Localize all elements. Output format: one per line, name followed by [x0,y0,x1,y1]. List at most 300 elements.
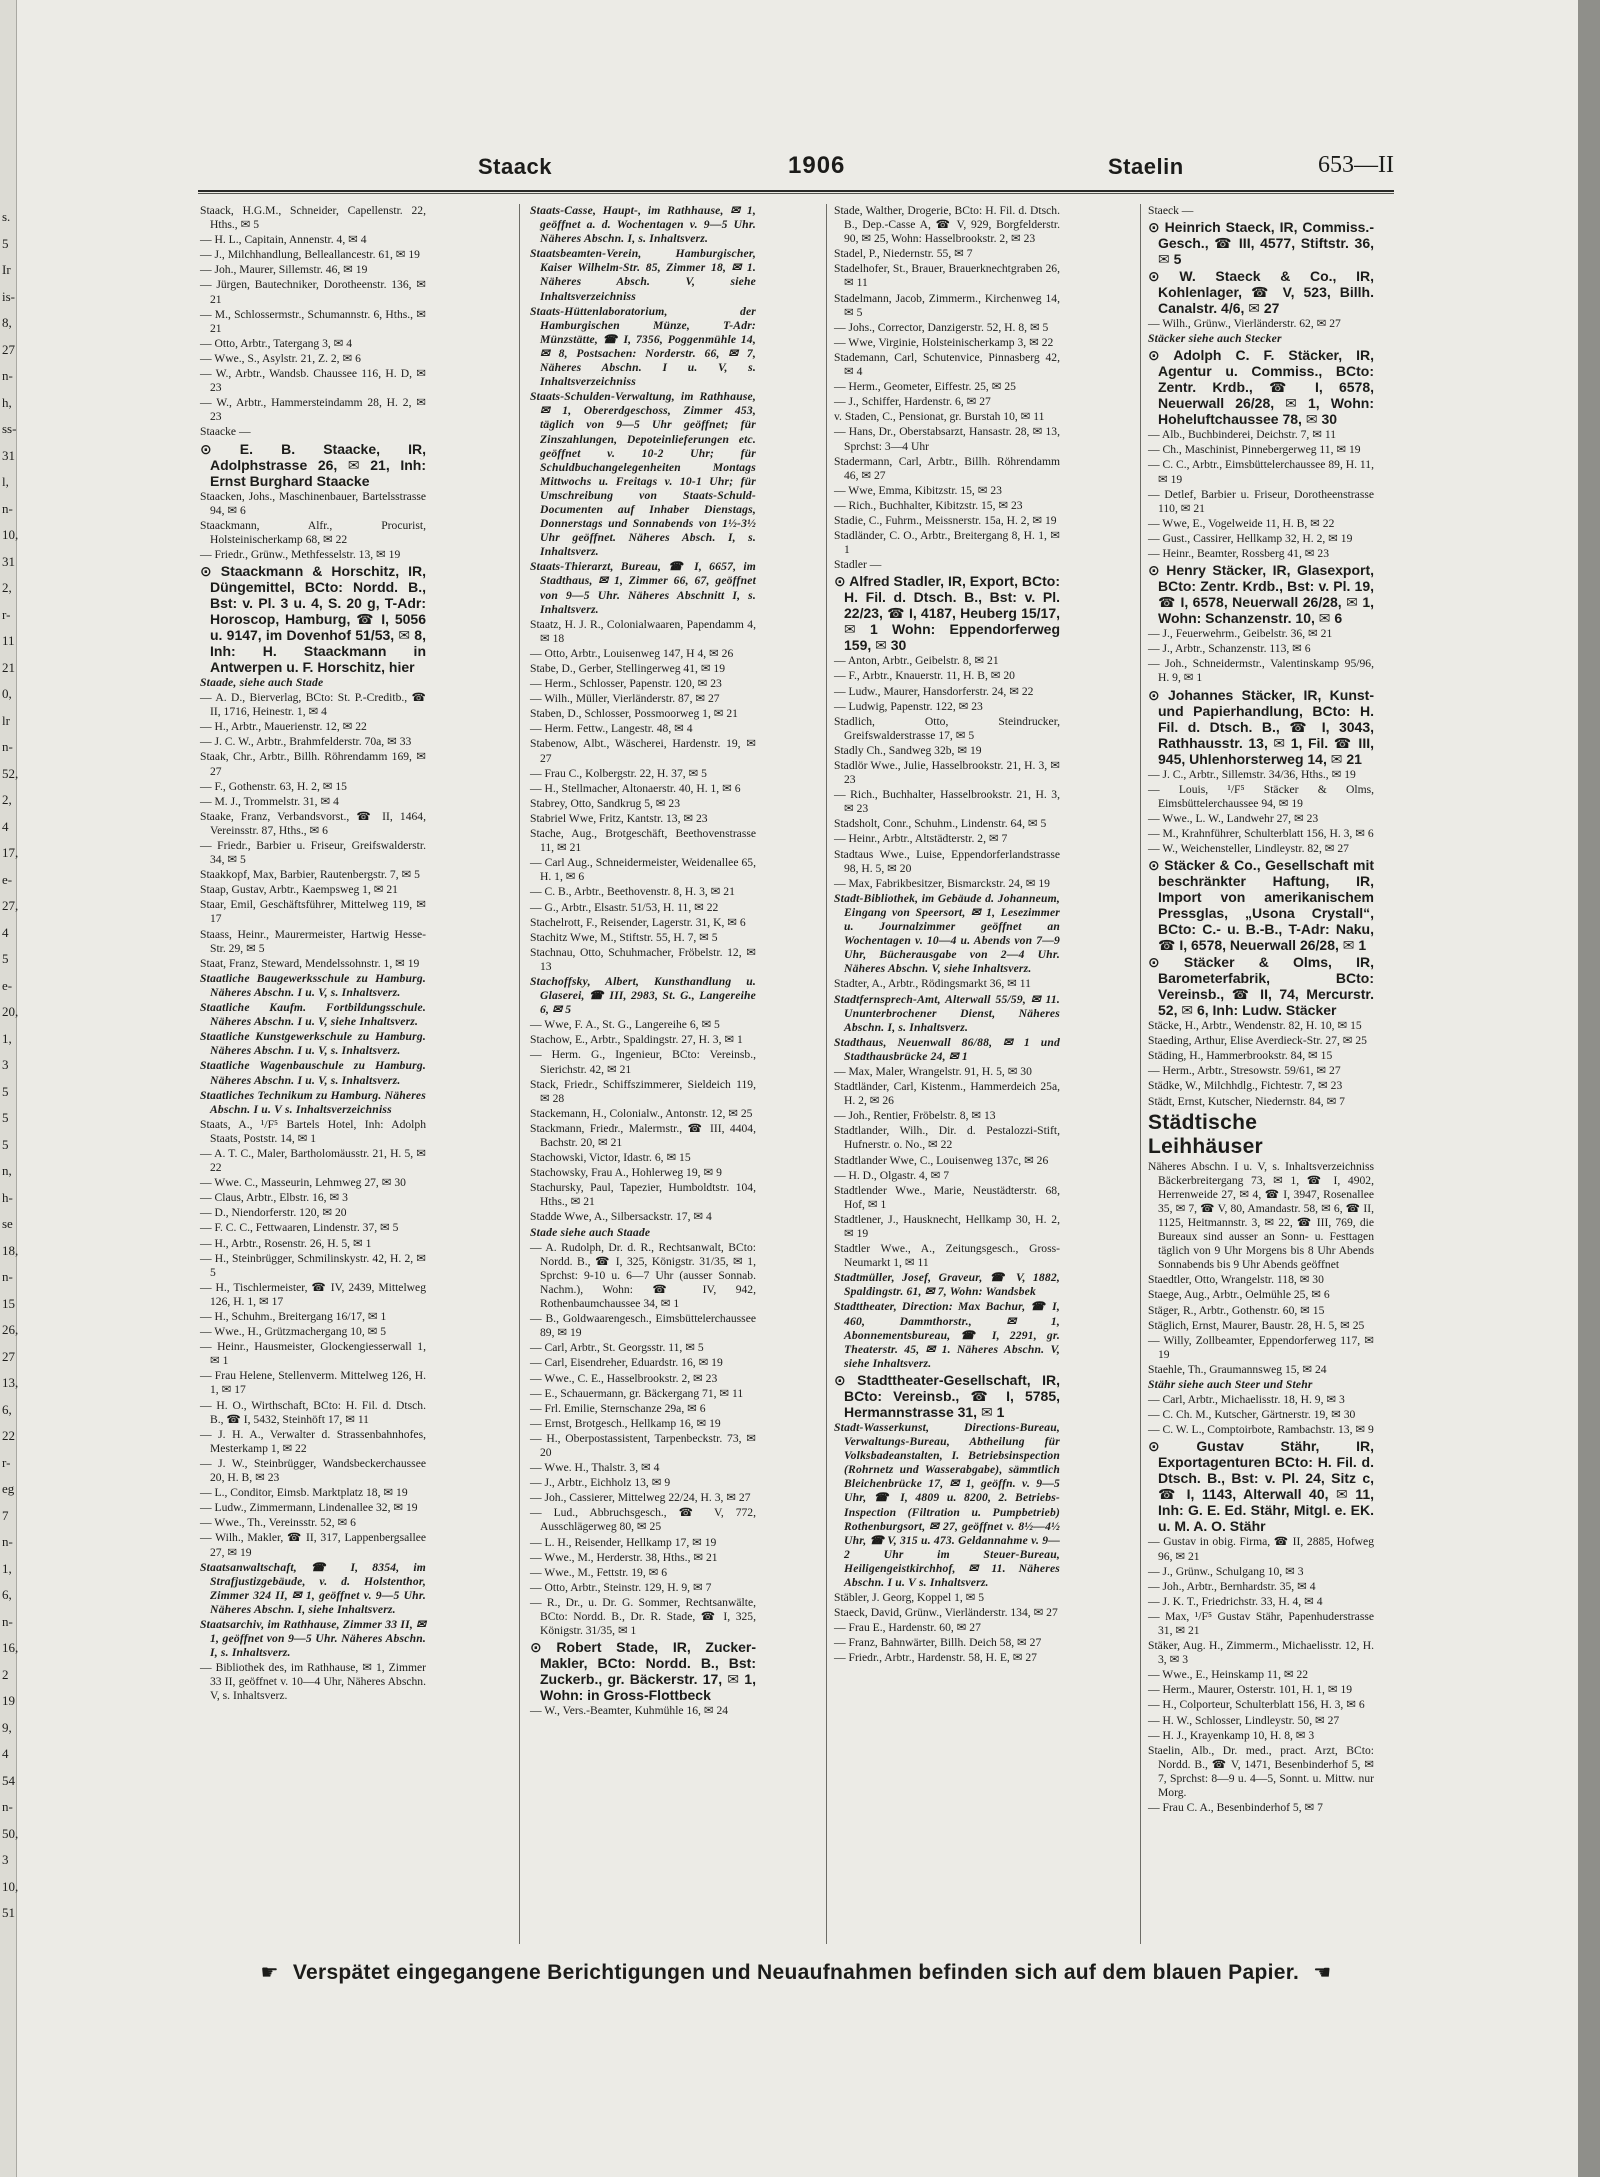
gutter-fragment: 6, [2,1587,12,1602]
gutter-fragment: 5 [2,235,9,251]
directory-entry: — Heinr., Beamter, Rossberg 41, ✉ 23 [1148,547,1329,561]
directory-entry: Städt, Ernst, Kutscher, Niedernstr. 84, ✉ 7 [1148,1094,1345,1108]
gutter-fragment: 26, [2,1322,19,1337]
directory-entry: — Rich., Buchhalter, Kibitzstr. 15, ✉ 23 [834,498,1023,512]
directory-entry: Stadde Wwe, A., Silbersackstr. 17, ✉ 4 [530,1210,712,1224]
directory-entry: Stade siehe auch Staade [530,1225,651,1239]
directory-entry: — H., Oberpostassistent, Tarpenbeckstr. 73, ✉ 20 [530,1431,756,1459]
directory-entry: — H., Stellmacher, Altonaerstr. 40, H. 1, ✉ 6 [530,781,741,795]
footer-text: Verspätet eingegangene Berichtigungen und Neuaufnahmen befinden sich auf dem blauen Papier. [292,1961,1300,1984]
directory-entry: — M. J., Trommelstr. 31, ✉ 4 [200,794,339,808]
directory-entry: — J., Schiffer, Hardenstr. 6, ✉ 27 [834,395,991,409]
directory-entry: — Ludw., Maurer, Hansdorferstr. 24, ✉ 22 [834,684,1034,698]
gutter-fragment: 27 [2,341,15,357]
gutter-fragment: r- [2,1454,11,1470]
directory-entry: Staatliche Kunstgewerkschule zu Hamburg. Näheres Abschn. I u. V, s. Inhaltsverz. [200,1030,426,1058]
directory-entry: — F., Gothenstr. 63, H. 2, ✉ 15 [200,779,347,793]
directory-entry: — R., Dr., u. Dr. G. Sommer, Rechtsanwälte, BCto: Nordd. B., Dr. R. Stade, ☎ I, 325, Königstr. 31/35, ✉ 1 [530,1595,756,1638]
directory-entry: Staben, D., Schlosser, Possmoorweg 1, ✉ 21 [530,707,738,721]
gutter-fragment: 6, [2,1401,12,1417]
directory-entry: Stabriel Wwe, Fritz, Kantstr. 13, ✉ 23 [530,811,708,825]
directory-entry: — Joh., Arbtr., Bernhardstr. 35, ✉ 4 [1148,1579,1316,1593]
header-rule-thin [198,193,1394,194]
directory-entry: — J., Arbtr., Eichholz 13, ✉ 9 [530,1476,671,1490]
directory-entry: — Franz, Bahnwärter, Billh. Deich 58, ✉ 27 [834,1636,1042,1650]
directory-entry: Stachow, E., Arbtr., Spaldingstr. 27, H. 3, ✉ 1 [530,1033,743,1047]
directory-entry: — J., Feuerwehrm., Geibelstr. 36, ✉ 21 [1148,627,1333,641]
directory-entry: ⊙ Staackmann & Horschitz, IR, Düngemittel, BCto: Nordd. B., Bst: v. Pl. 3 u. 4, S. 20 g, T-Adr: Horoscop, Hamburg, ☎ I, 5056 u. 9147, im Dovenhof 51/53, ✉ 8, Inh: H. Staackmann in Antwerpen u. F. Horschitz, hier [200,562,426,675]
gutter-fragment: 50, [2,1825,19,1841]
gutter-fragment: 8, [2,315,12,330]
gutter-fragment: 1, [2,1030,12,1046]
directory-entry: — Joh., Cassierer, Mittelweg 22/24, H. 3, ✉ 27 [530,1491,751,1505]
directory-entry: — Wwe., S., Asylstr. 21, Z. 2, ✉ 6 [200,351,361,365]
page-header [198,150,1394,186]
directory-entry: — W., Arbtr., Wandsb. Chaussee 116, H. D, ✉ 23 [200,367,426,395]
gutter-fragment: 3 [2,1852,9,1867]
directory-entry: — Wwe., C. E., Hasselbrookstr. 2, ✉ 23 [530,1371,718,1385]
directory-entry: Stadtlander Wwe, C., Louisenweg 137c, ✉ 26 [834,1153,1049,1167]
directory-entry: — Rich., Buchhalter, Hasselbrookstr. 21, H. 3, ✉ 23 [834,788,1060,816]
directory-entry: — H., Arbtr., Mauerienstr. 12, ✉ 22 [200,720,367,734]
directory-entry: Staatliche Kaufm. Fortbildungsschule. Näheres Abschn. I u. V, siehe Inhaltsverz. [200,1001,426,1029]
directory-entry: — Wwe, Emma, Kibitzstr. 15, ✉ 23 [834,483,1002,497]
gutter-fragment: 10, [2,527,19,542]
directory-entry: Stachelrott, F., Reisender, Lagerstr. 31, K, ✉ 6 [530,915,746,929]
gutter-fragment: n- [2,739,13,754]
directory-entry: — Herm. G., Ingenieur, BCto: Vereinsb., Sierichstr. 42, ✉ 21 [530,1048,756,1076]
column-4 [1148,204,1374,1946]
directory-entry: — J. W., Steinbrügger, Wandsbeckerchaussee 20, H. B, ✉ 23 [200,1456,426,1485]
directory-entry: — Wilh., Müller, Vierländerstr. 87, ✉ 27 [530,692,720,706]
directory-entry: Staatliche Wagenbauschule zu Hamburg. Näheres Abschn. I u. V, s. Inhaltsverz. [200,1059,426,1087]
directory-entry: Stadie, C., Fuhrm., Meissnerstr. 15a, H. 2, ✉ 19 [834,513,1057,527]
gutter-fragment: n- [2,1613,13,1629]
directory-entry: — C. Ch. M., Kutscher, Gärtnerstr. 19, ✉ 30 [1148,1408,1356,1422]
directory-entry: Stadtler Wwe., A., Zeitungsgesch., Gross-Neumarkt 1, ✉ 11 [834,1242,1060,1270]
gutter-fragment: 22 [2,1428,15,1443]
directory-entry: Stadt-Bibliothek, im Gebäude d. Johanneum, Eingang von Speersort, ✉ 1, Lesezimmer u. Journalzimmer geöffnet an Wochentagen v. 10—4 u. Abends von 7—9 Uhr, Bücherausgabe von 2—4 Uhr. Näheres Abschn. V, siehe Inhaltsverz. [834,891,1060,976]
directory-entry: — Louis, ¹/F⁵ Stäcker & Olms, Eimsbüttelerchaussee 94, ✉ 19 [1148,782,1374,810]
gutter-fragment: 4 [2,924,9,940]
directory-entry: Staeck, David, Grünw., Vierländerstr. 134, ✉ 27 [834,1606,1058,1620]
directory-entry: — Frau E., Hardenstr. 60, ✉ 27 [834,1621,981,1635]
directory-entry: — J. C., Arbtr., Sillemstr. 34/36, Hths., ✉ 19 [1148,767,1356,781]
directory-entry: — Joh., Maurer, Sillemstr. 46, ✉ 19 [200,263,368,277]
directory-entry: Städke, W., Milchhdlg., Fichtestr. 7, ✉ 23 [1148,1079,1343,1093]
directory-entry: — W., Vers.-Beamter, Kuhmühle 16, ✉ 24 [530,1704,729,1718]
directory-entry: — Wwe., Th., Vereinsstr. 52, ✉ 6 [200,1516,356,1530]
directory-entry: Staake, Franz, Verbandsvorst., ☎ II, 1464, Vereinsstr. 87, Hths., ✉ 6 [200,809,426,837]
directory-entry: Stachowski, Victor, Idastr. 6, ✉ 15 [530,1151,691,1165]
directory-entry: — Wwe., L. W., Landwehr 27, ✉ 23 [1148,811,1319,825]
directory-entry: — M., Schlossermstr., Schumannstr. 6, Hths., ✉ 21 [200,307,426,335]
directory-entry: — Wwe. H., Thalstr. 3, ✉ 4 [530,1461,660,1475]
directory-entry: Stadtaus Wwe., Luise, Eppendorferlandstrasse 98, H. 5, ✉ 20 [834,847,1060,875]
directory-entry: Staege, Aug., Arbtr., Oelmühle 25, ✉ 6 [1148,1288,1330,1302]
directory-entry: Staedtler, Otto, Wrangelstr. 118, ✉ 30 [1148,1273,1324,1287]
directory-entry: Stachitz Wwe, M., Stiftstr. 55, H. 7, ✉ 5 [530,930,718,944]
header-first-entry: Staack [478,154,552,179]
directory-entry: — H. J., Krayenkamp 10, H. 8, ✉ 3 [1148,1728,1315,1742]
footer-note [198,1960,1394,1992]
directory-entry: — Wwe, F. A., St. G., Langereihe 6, ✉ 5 [530,1018,720,1032]
directory-entry: — Friedr., Barbier u. Friseur, Greifswalderstr. 34, ✉ 5 [200,839,426,867]
directory-entry: — Wwe., H., Grützmachergang 10, ✉ 5 [200,1325,387,1339]
directory-entry: Staehle, Th., Graumannsweg 15, ✉ 24 [1148,1362,1327,1376]
directory-entry: — J., Grünw., Schulgang 10, ✉ 3 [1148,1564,1304,1578]
gutter-fragment: 31 [2,553,15,569]
directory-entry: — Friedr., Arbtr., Hardenstr. 58, H. E, ✉ 27 [834,1651,1037,1665]
directory-entry: Stadsholt, Conr., Schuhm., Lindenstr. 64, ✉ 5 [834,817,1047,831]
directory-entry: Stademann, Carl, Schutenvice, Pinnasberg 42, ✉ 4 [834,350,1060,379]
gutter-fragment: 17, [2,845,19,860]
directory-entry: Staatsarchiv, im Rathhause, Zimmer 33 II, ✉ 1, geöffnet von 9—5 Uhr. Näheres Abschn. I, s. Inhaltsverz. [200,1617,426,1660]
directory-entry: — Carl Aug., Schneidermeister, Weidenallee 65, H. 1, ✉ 6 [530,856,756,884]
previous-page-edge [0,0,17,2177]
column-2 [530,204,756,1946]
gutter-fragment: eg [2,1481,15,1496]
directory-entry: Staats, A., ¹/F⁵ Bartels Hotel, Inh: Adolph Staats, Poststr. 14, ✉ 1 [200,1117,426,1145]
scan-border [1578,0,1600,2177]
directory-entry: — Heinr., Hausmeister, Glockengiesserwall 1, ✉ 1 [200,1340,426,1368]
directory-entry: v. Staden, C., Pensionat, gr. Burstah 10, ✉ 11 [834,410,1045,424]
directory-entry: — Herm., Geometer, Eiffestr. 25, ✉ 25 [834,380,1016,394]
directory-entry: — Gust., Cassirer, Hellkamp 32, H. 2, ✉ 19 [1148,531,1353,545]
gutter-fragment: e- [2,871,13,887]
directory-entry: — W., Weichensteller, Lindleystr. 82, ✉ 27 [1148,841,1349,855]
directory-entry: — H. D., Olgastr. 4, ✉ 7 [834,1168,950,1182]
directory-entry: — H., Arbtr., Rosenstr. 26, H. 5, ✉ 1 [200,1236,372,1250]
directory-entry: ⊙ Stäcker & Co., Gesellschaft mit beschränkter Haftung, IR, Import von amerikanischem Pressglas, „Usona Crystall“, BCto: C.- u. B.-B., T-Adr: Naku, ☎ I, 6578, Neuerwall 26/28, ✉ 1 [1148,857,1374,954]
directory-entry: — Joh., Schneidermstr., Valentinskamp 95/96, H. 9, ✉ 1 [1148,657,1374,685]
directory-entry: ⊙ W. Staeck & Co., IR, Kohlenlager, ☎ V, 523, Billh. Canalstr. 4/6, ✉ 27 [1148,268,1374,317]
directory-entry: Stadtlender Wwe., Marie, Neustädterstr. 68, Hof, ✉ 1 [834,1183,1060,1211]
gutter-fragment: 19 [2,1693,15,1708]
gutter-fragment: n, [2,1163,12,1178]
gutter-fragment: 1, [2,1560,12,1576]
gutter-fragment: 2, [2,792,12,807]
directory-entry: Stabe, D., Gerber, Stellingerweg 41, ✉ 19 [530,662,726,675]
gutter-fragment: 2, [2,580,12,595]
gutter-fragment: n- [2,1534,13,1549]
directory-entry: — A. Rudolph, Dr. d. R., Rechtsanwalt, BCto: Nordd. B., ☎ I, 325, Königstr. 31/35, ✉ 1, Sprchst: 9-10 u. 6—7 Uhr (ausser Sonnab. Nachm.), Wohn: ☎ IV, 942, Rothenbaumchaussee 34, ✉ 1 [530,1240,756,1311]
directory-entry: ⊙ Alfred Stadler, IR, Export, BCto: H. Fil. d. Dtsch. B., Bst: v. Pl. 22/23, ☎ I, 4187, Heuberg 15/17, ✉ 1 Wohn: Eppendorferweg 159, ✉ 30 [834,573,1060,654]
directory-entry: — M., Krahnführer, Schulterblatt 156, H. 3, ✉ 6 [1148,826,1374,840]
gutter-fragment: 15 [2,1295,15,1311]
gutter-fragment: h- [2,1189,13,1205]
directory-entry: Stäcke, H., Arbtr., Wendenstr. 82, H. 10, ✉ 15 [1148,1019,1362,1033]
directory-entry: Stadly Ch., Sandweg 32b, ✉ 19 [834,743,982,757]
gutter-fragment: 27, [2,898,19,913]
directory-entry: — Wilh., Grünw., Vierländerstr. 62, ✉ 27 [1148,317,1341,331]
directory-entry: Stadthaus, Neuenwall 86/88, ✉ 1 und Stadthausbrücke 24, ✉ 1 [834,1035,1060,1063]
directory-entry: Staatsbeamten-Verein, Hamburgischer, Kaiser Wilhelm-Str. 85, Zimmer 18, ✉ 1. Näheres Absch. V, siehe Inhaltsverzeichniss [530,247,756,303]
directory-entry: Staats-Thierarzt, Bureau, ☎ I, 6657, im Stadthaus, ✉ 1, Zimmer 66, 67, geöffnet von 9—5 Uhr. Näheres Abschnitt I, s. Inhaltsverz. [530,560,756,616]
directory-entry: Stäger, R., Arbtr., Gothenstr. 60, ✉ 15 [1148,1303,1325,1317]
gutter-fragment: 5 [2,1136,9,1152]
gutter-fragment: l, [2,474,9,489]
directory-entry: — Herm., Arbtr., Stresowstr. 59/61, ✉ 27 [1148,1064,1341,1078]
directory-entry: Stadelhofer, St., Brauer, Brauerknechtgraben 26, ✉ 11 [834,262,1060,290]
directory-entry: — Wwe, E., Vogelweide 11, H. B, ✉ 22 [1148,516,1335,530]
gutter-fragment: s. [2,209,11,224]
directory-entry: Stadler — [834,558,882,572]
directory-entry: — Frl. Emilie, Sternschanze 29a, ✉ 6 [530,1401,706,1415]
gutter-fragment: 21 [2,659,15,675]
directory-entry: Staat, Franz, Steward, Mendelssohnstr. 1, ✉ 19 [200,956,420,970]
directory-entry: Stadtmüller, Josef, Graveur, ☎ V, 1882, Spaldingstr. 61, ✉ 7, Wohn: Wandsbek [834,1271,1060,1299]
gutter-fragment: 11 [2,633,15,648]
directory-entry: Stäglich, Ernst, Maurer, Baustr. 28, H. 5, ✉ 25 [1148,1318,1365,1332]
gutter-fragment: 3 [2,1057,9,1072]
directory-entry: Staackmann, Alfr., Procurist, Holsteinischerkamp 68, ✉ 22 [200,518,426,546]
directory-entry: Staack, H.G.M., Schneider, Capellenstr. 22, Hths., ✉ 5 [200,204,426,232]
directory-entry: Stache, Aug., Brotgeschäft, Beethovenstrasse 11, ✉ 21 [530,827,756,855]
column-divider [1140,204,1141,1944]
directory-entry: Stadelmann, Jacob, Zimmerm., Kirchenweg 14, ✉ 5 [834,291,1060,319]
gutter-fragment: 5 [2,951,9,966]
directory-entry: — Gustav in obig. Firma, ☎ II, 2885, Hofweg 96, ✉ 21 [1148,1535,1374,1563]
directory-entry: — J. C. W., Arbtr., Brahmfelderstr. 70a, ✉ 33 [200,735,412,749]
directory-entry: — Carl, Eisendreher, Eduardstr. 16, ✉ 19 [530,1356,723,1370]
gutter-fragment: h, [2,394,12,410]
directory-entry: Staatliche Baugewerksschule zu Hamburg. Näheres Abschn. I u. V, s. Inhaltsverz. [200,971,426,999]
directory-entry: — Heinr., Arbtr., Altstädterstr. 2, ✉ 7 [834,832,1008,846]
gutter-fragment: 4 [2,1746,9,1761]
directory-entry: — Alb., Buchbinderei, Deichstr. 7, ✉ 11 [1148,428,1336,442]
directory-entry: — J., Milchhandlung, Belleallancestr. 61, ✉ 19 [200,248,420,262]
directory-entry: — L., Conditor, Eimsb. Marktplatz 18, ✉ 19 [200,1486,408,1500]
directory-entry: — Herm., Maurer, Osterstr. 101, H. 1, ✉ 19 [1148,1683,1353,1697]
gutter-fragment: 10, [2,1878,19,1894]
gutter-fragment: 18, [2,1242,19,1258]
gutter-fragment: 31 [2,447,15,463]
directory-entry: — Wilh., Makler, ☎ II, 317, Lappenbergsallee 27, ✉ 19 [200,1531,426,1559]
directory-entry: Stabenow, Albt., Wäscherei, Hardenstr. 19, ✉ 27 [530,737,756,765]
directory-entry: — H. L., Capitain, Annenstr. 4, ✉ 4 [200,233,367,247]
directory-entry: — Ludwig, Papenstr. 122, ✉ 23 [834,699,983,713]
gutter-fragment: is- [2,288,15,304]
directory-entry: Staats-Casse, Haupt-, im Rathhause, ✉ 1, geöffnet a. d. Wochentagen v. 9—5 Uhr. Näheres Abschn. I, s. Inhaltsverz. [530,204,756,246]
directory-entry: — D., Niendorferstr. 120, ✉ 20 [200,1206,347,1220]
directory-entry: Staade, siehe auch Stade [200,675,324,689]
directory-entry: ⊙ Adolph C. F. Stäcker, IR, Agentur u. Commiss., BCto: Zentr. Krdb., ☎ I, 6578, Neuerwall 26/28, ✉ 1, Wohn: Hoheluftchaussee 78, ✉ 30 [1148,347,1374,428]
directory-entry: — Carl, Arbtr., Michaelisstr. 18, H. 9, ✉ 3 [1148,1393,1345,1407]
directory-entry: — H. W., Schlosser, Lindleystr. 50, ✉ 27 [1148,1713,1340,1727]
gutter-fragment: 51 [2,1905,15,1920]
gutter-fragment: 20, [2,1004,19,1019]
directory-entry: — J., Arbtr., Schanzenstr. 113, ✉ 6 [1148,642,1311,656]
gutter-fragment: 27 [2,1348,15,1364]
directory-entry: — Carl, Arbtr., St. Georgsstr. 11, ✉ 5 [530,1341,704,1355]
directory-entry: Stachnau, Otto, Schuhmacher, Fröbelstr. 12, ✉ 13 [530,945,756,973]
gutter-fragment: n- [2,500,13,516]
gutter-fragment: 5 [2,1083,9,1099]
column-divider [519,204,520,1944]
gutter-fragment: lr [2,712,10,728]
directory-entry: — Claus, Arbtr., Elbstr. 16, ✉ 3 [200,1191,348,1205]
gutter-fragment: ss- [2,421,17,436]
gutter-fragment: 16, [2,1640,19,1655]
gutter-fragment: 5 [2,1110,9,1125]
directory-entry: — Detlef, Barbier u. Friseur, Dorotheenstrasse 110, ✉ 21 [1148,487,1374,515]
directory-entry: — Frau Helene, Stellenverm. Mittelweg 126, H. 1, ✉ 17 [200,1369,426,1397]
directory-entry: — C. W. L., Comptoirbote, Rambachstr. 13, ✉ 9 [1148,1423,1374,1437]
directory-entry: — W., Arbtr., Hammersteindamm 28, H. 2, ✉ 23 [200,396,426,424]
directory-entry: — Bibliothek des, im Rathhause, ✉ 1, Zimmer 33 II, geöffnet v. 10—4 Uhr, Näheres Abschn. V, s. Inhaltsverz. [200,1661,426,1703]
directory-entry: — J. K. T., Friedrichstr. 33, H. 4, ✉ 4 [1148,1594,1323,1608]
directory-entry: — Otto, Arbtr., Louisenweg 147, H 4, ✉ 26 [530,646,734,660]
directory-entry: — Friedr., Grünw., Methfesselstr. 13, ✉ 19 [200,547,401,561]
directory-entry: — H. O., Wirthschaft, BCto: H. Fil. d. Dtsch. B., ☎ I, 5432, Steinhöft 17, ✉ 11 [200,1398,426,1426]
header-year: 1906 [788,152,846,179]
directory-entry: Staatliches Technikum zu Hamburg. Näheres Abschn. I u. V s. Inhaltsverzeichniss [200,1088,426,1116]
directory-entry: Staacken, Johs., Maschinenbauer, Bartelsstrasse 94, ✉ 6 [200,489,426,517]
directory-entry: Stadermann, Carl, Arbtr., Billh. Röhrendamm 46, ✉ 27 [834,454,1060,482]
directory-entry: — Otto, Arbtr., Tatergang 3, ✉ 4 [200,336,353,350]
directory-entry: Stadländer, C. O., Arbtr., Breitergang 8, H. 1, ✉ 1 [834,529,1060,557]
gutter-fragment: 7 [2,1507,9,1523]
gutter-fragment: 9, [2,1719,12,1735]
directory-entry: Stackmann, Friedr., Malermstr., ☎ III, 4404, Bachstr. 20, ✉ 21 [530,1121,756,1149]
directory-entry: Stadlich, Otto, Steindrucker, Greifswalderstrasse 17, ✉ 5 [834,714,1060,742]
directory-entry: — J. H. A., Verwalter d. Strassenbahnhofes, Mesterkamp 1, ✉ 22 [200,1427,426,1455]
directory-entry: — Wwe, Virginie, Holsteinischerkamp 3, ✉ 22 [834,335,1054,349]
directory-entry: — A. D., Bierverlag, BCto: St. P.-Creditb., ☎ II, 1716, Heinestr. 1, ✉ 4 [200,691,426,719]
gutter-fragment: 4 [2,818,9,834]
directory-entry: Stade, Walther, Drogerie, BCto: H. Fil. d. Dtsch. B., Dep.-Casse A, ☎ V, 929, Borgfelderstr. 90, ✉ 25, Wohn: Hasselbrookstr. 2, ✉ 23 [834,204,1060,246]
page-number: 653—II [1318,152,1394,178]
directory-entry: Staap, Gustav, Arbtr., Kaempsweg 1, ✉ 21 [200,883,398,897]
directory-entry: — Max, Maler, Wrangelstr. 91, H. 5, ✉ 30 [834,1064,1032,1078]
directory-entry: Stachursky, Paul, Tapezier, Humboldtstr. 104, Hths., ✉ 21 [530,1181,756,1209]
gutter-fragment: n- [2,1799,13,1814]
directory-entry: — Joh., Rentier, Fröbelstr. 8, ✉ 13 [834,1109,996,1123]
directory-entry: Stäbler, J. Georg, Koppel 1, ✉ 5 [834,1591,985,1605]
directory-entry: Näheres Abschn. I u. V, s. Inhaltsverzeichniss Bäckerbreitergang 73, ✉ 1, ☎ I, 4902, Herrenweide 27, ✉ 4, ☎ I, 3947, Rosenallee 35, ✉ 7, ☎ V, 80, Amandastr. 58, ✉ 6, ☎ II, 1125, Heitmannstr. 3, ✉ 22, ☎ III, 769, die Bureaux sind ausser an Sonn- u. Festtagen täglich von 9 Uhr Morgens bis 8 Uhr Abends Sonnabends bis 9 Uhr Abends geöffnet [1148,1159,1374,1272]
directory-entry: Stadel, P., Niedernstr. 55, ✉ 7 [834,247,973,261]
directory-entry: Staar, Emil, Geschäftsführer, Mittelweg 119, ✉ 17 [200,898,426,926]
directory-entry: Stack, Friedr., Schiffszimmerer, Sieldeich 119, ✉ 28 [530,1077,756,1105]
gutter-fragment: 0, [2,686,12,701]
column-1 [200,204,426,1946]
gutter-fragment: 52, [2,765,19,781]
directory-entry: — Max, Fabrikbesitzer, Bismarckstr. 24, ✉ 19 [834,876,1050,890]
directory-entry: — H., Schuhm., Breitergang 16/17, ✉ 1 [200,1310,387,1323]
directory-entry: — Jürgen, Bautechniker, Dorotheenstr. 136, ✉ 21 [200,278,426,306]
section-heading: Städtische Leihhäuser [1148,1110,1264,1158]
directory-entry: ⊙ Johannes Stäcker, IR, Kunst- und Papierhandlung, BCto: H. Fil. d. Dtsch. B., ☎ I, 3043, Rathhausstr. 13, ✉ 1, Fil. ☎ III, 945, Uhlenhorsterweg 14, ✉ 21 [1148,686,1374,767]
header-rule [198,190,1394,192]
directory-entry: Stackemann, H., Colonialw., Antonstr. 12, ✉ 25 [530,1106,753,1120]
directory-entry: — Herm., Schlosser, Papenstr. 120, ✉ 23 [530,677,722,691]
directory-entry: — Wwe., E., Heinskamp 11, ✉ 22 [1148,1668,1309,1682]
directory-entry: Stadt-Wasserkunst, Directions-Bureau, Verwaltungs-Bureau, Abtheilung für Volksbadeanstalten, I. Betriebsinspection (Rohrnetz und Wasserabgabe), sämmtlich Bleichenbrücke 17, ✉ 1, geöffn. v. 9—5 Uhr, ☎ I, 4809 u. 8200, 2. Betriebs-Inspection (Filtration u. Pumpbetrieb) Rothenburgsort, ✉ 27, geöffnet v. 8½—4½ Uhr, ☎ V, 315 u. 473. Geldannahme v. 9—2 Uhr im Steuer-Bureau, Heiligengeistkirchhof, ✉ 11. Näheres Abschn. I u. V s. Inhaltsverz. [834,1420,1060,1589]
directory-entry: — Ch., Maschinist, Pinnebergerweg 11, ✉ 19 [1148,443,1361,457]
directory-entry: Stabrey, Otto, Sandkrug 5, ✉ 23 [530,796,681,810]
gutter-fragment: r- [2,606,11,622]
directory-entry: ⊙ Robert Stade, IR, Zucker-Makler, BCto: Nordd. B., Bst: Zuckerb., gr. Bäckerstr. 17, ✉ 1, Wohn: in Gross-Flottbeck [530,1639,756,1704]
directory-entry: — Frau C. A., Besenbinderhof 5, ✉ 7 [1148,1801,1323,1815]
directory-entry: — Ludw., Zimmermann, Lindenallee 32, ✉ 19 [200,1501,418,1515]
directory-entry: — Frau C., Kolbergstr. 22, H. 37, ✉ 5 [530,766,707,780]
directory-entry: — Hans, Dr., Oberstabsarzt, Hansastr. 28, ✉ 13, Sprchst: 3—4 Uhr [834,425,1060,453]
directory-entry: Staass, Heinr., Maurermeister, Hartwig Hesse-Str. 29, ✉ 5 [200,927,426,955]
gutter-fragment: 54 [2,1772,15,1788]
directory-entry: Staacke — [200,425,251,439]
gutter-fragment: 2 [2,1666,9,1682]
directory-entry: — Johs., Corrector, Danzigerstr. 52, H. 8, ✉ 5 [834,320,1049,334]
gutter-fragment: n- [2,368,13,383]
directory-entry: — H., Steinbrügger, Schmilinskystr. 42, H. 2, ✉ 5 [200,1251,426,1279]
directory-entry: — A. T. C., Maler, Bartholomäusstr. 21, H. 5, ✉ 22 [200,1146,426,1175]
directory-entry: Stäker, Aug. H., Zimmerm., Michaelisstr. 12, H. 3, ✉ 3 [1148,1639,1374,1667]
directory-entry: ⊙ Stadttheater-Gesellschaft, IR, BCto: Vereinsb., ☎ I, 5785, Hermannstrasse 31, ✉ 1 [834,1371,1060,1420]
column-3 [834,204,1060,1946]
directory-entry: Stadtländer, Carl, Kistenm., Hammerdeich 25a, H. 2, ✉ 26 [834,1080,1060,1108]
directory-entry: — H., Colporteur, Schulterblatt 156, H. 3, ✉ 6 [1148,1698,1365,1712]
directory-entry: Stadtfernsprech-Amt, Alterwall 55/59, ✉ 11. Ununterbrochener Dienst, Näheres Abschn. I, s. Inhaltsverz. [834,992,1060,1034]
directory-entry: Staeck — [1148,204,1194,217]
directory-entry: Stähr siehe auch Steer und Stehr [1148,1378,1313,1392]
directory-entry: Stachoffsky, Albert, Kunsthandlung u. Glaserei, ☎ III, 2983, St. G., Langereihe 6, ✉ 5 [530,974,756,1017]
directory-entry: — Herm. Fettw., Langestr. 48, ✉ 4 [530,722,693,736]
directory-entry: — Wwe., M., Herderstr. 38, Hths., ✉ 21 [530,1550,718,1564]
directory-entry: Staelin, Alb., Dr. med., pract. Arzt, BCto: Nordd. B., ☎ V, 1471, Besenbinderhof 5, ✉ 7, Sprchst: 8—9 u. 4—5, Sonnt. u. Mittw. nur Morg. [1148,1743,1374,1799]
directory-entry: — L. H., Reisender, Hellkamp 17, ✉ 19 [530,1535,717,1549]
directory-entry: — Max, ¹/F⁵ Gustav Stähr, Papenhuderstrasse 31, ✉ 21 [1148,1609,1374,1637]
directory-entry: ⊙ E. B. Staacke, IR, Adolphstrasse 26, ✉ 21, Inh: Ernst Burghard Staacke [200,440,426,489]
directory-entry: ⊙ Henry Stäcker, IR, Glasexport, BCto: Zentr. Krdb., Bst: v. Pl. 19, ☎ I, 6578, Neuerwall 26/28, ✉ 1, Wohn: Schanzenstr. 10, ✉ 6 [1148,562,1374,627]
directory-entry: — Ernst, Brotgesch., Hellkamp 16, ✉ 19 [530,1416,721,1430]
directory-entry: Stadter, A., Arbtr., Rödingsmarkt 36, ✉ 11 [834,977,1031,991]
directory-entry: ⊙ Heinrich Staeck, IR, Commiss.-Gesch., ☎ III, 4577, Stiftstr. 36, ✉ 5 [1148,219,1374,268]
directory-entry: Stadlör Wwe., Julie, Hasselbrookstr. 21, H. 3, ✉ 23 [834,759,1060,787]
directory-entry: Staatsanwaltschaft, ☎ I, 8354, im Strafjustizgebäude, v. d. Holstenthor, Zimmer 324 II, ✉ 1, geöffnet v. 9—5 Uhr. Näheres Abschn. I, siehe Inhaltsverz. [200,1560,426,1616]
directory-entry: — F., Arbtr., Knauerstr. 11, H. B, ✉ 20 [834,669,1015,683]
directory-entry: Staeding, Arthur, Elise Averdieck-Str. 27, ✉ 25 [1148,1034,1367,1048]
directory-entry: — E., Schauermann, gr. Bäckergang 71, ✉ 11 [530,1386,744,1400]
directory-entry: Stadttheater, Direction: Max Bachur, ☎ I, 460, Dammthorstr., ✉ 1, Abonnementsbureau, ☎ I, 2291, gr. Theaterstr. 45, ✉ 1. Näheres Abschn. V, siehe Inhaltsverz. [834,1300,1060,1370]
directory-entry: — Wwe. C., Masseurin, Lehmweg 27, ✉ 30 [200,1176,406,1190]
gutter-fragment: Ir [2,262,11,277]
directory-entry: Stäcker siehe auch Stecker [1148,332,1282,346]
directory-entry: — F. C. C., Fettwaaren, Lindenstr. 37, ✉ 5 [200,1221,399,1235]
column-divider [826,204,827,1944]
directory-entry: — Willy, Zollbeamter, Eppendorferweg 117, ✉ 19 [1148,1333,1374,1361]
directory-entry: — Wwe., M., Fettstr. 19, ✉ 6 [530,1565,668,1579]
directory-entry: Städing, H., Hammerbrookstr. 84, ✉ 15 [1148,1049,1333,1063]
directory-entry: — H., Tischlermeister, ☎ IV, 2439, Mittelweg 126, H. 1, ✉ 17 [200,1280,426,1308]
gutter-fragment: 13, [2,1375,19,1390]
directory-entry: — Anton, Arbtr., Geibelstr. 8, ✉ 21 [834,654,999,668]
directory-entry: Staats-Schulden-Verwaltung, im Rathhause, ✉ 1, Obererdgeschoss, Zimmer 453, täglich von 9—5 Uhr geöffnet; für Zinszahlungen, Depoteinlieferungen etc. geöffnet v. 10-2 Uhr; für Schuldbuchangelegenheiten Montags Mittwochs u. Freitags v. 10-1 Uhr; für Umschreibung von Staats-Schuld-Documenten auf Inhaber Dienstags, Donnerstags und Sonnabends von 1½-3½ Uhr geöffnet. Näheres Absch. I, s. Inhaltsverz. [530,390,756,559]
directory-entry: — Otto, Arbtr., Steinstr. 129, H. 9, ✉ 7 [530,1580,712,1594]
directory-entry: Stadtlener, J., Hausknecht, Hellkamp 30, H. 2, ✉ 19 [834,1212,1060,1240]
gutter-fragment: se [2,1216,13,1231]
directory-entry: — B., Goldwaarengesch., Eimsbüttelerchaussee 89, ✉ 19 [530,1312,756,1340]
gutter-fragment: e- [2,977,13,993]
directory-entry: — G., Arbtr., Elsastr. 51/53, H. 11, ✉ 22 [530,900,719,914]
directory-entry: Stadtlander, Wilh., Dir. d. Pestalozzi-Stift, Hufnerstr. o. No., ✉ 22 [834,1124,1060,1152]
directory-entry: — Lud., Abbruchsgesch., ☎ V, 772, Ausschlägerweg 80, ✉ 25 [530,1506,756,1534]
gutter-fragment: n- [2,1269,13,1284]
directory-entry: Staak, Chr., Arbtr., Billh. Röhrendamm 169, ✉ 27 [200,750,426,778]
directory-entry: ⊙ Stäcker & Olms, IR, Barometerfabrik, BCto: Vereinsb., ☎ II, 74, Mercurstr. 52, ✉ 6, Inh: Ludw. Stäcker [1148,954,1374,1019]
header-last-entry: Staelin [1108,154,1184,179]
directory-entry: Stachowsky, Frau A., Hohlerweg 19, ✉ 9 [530,1166,722,1180]
